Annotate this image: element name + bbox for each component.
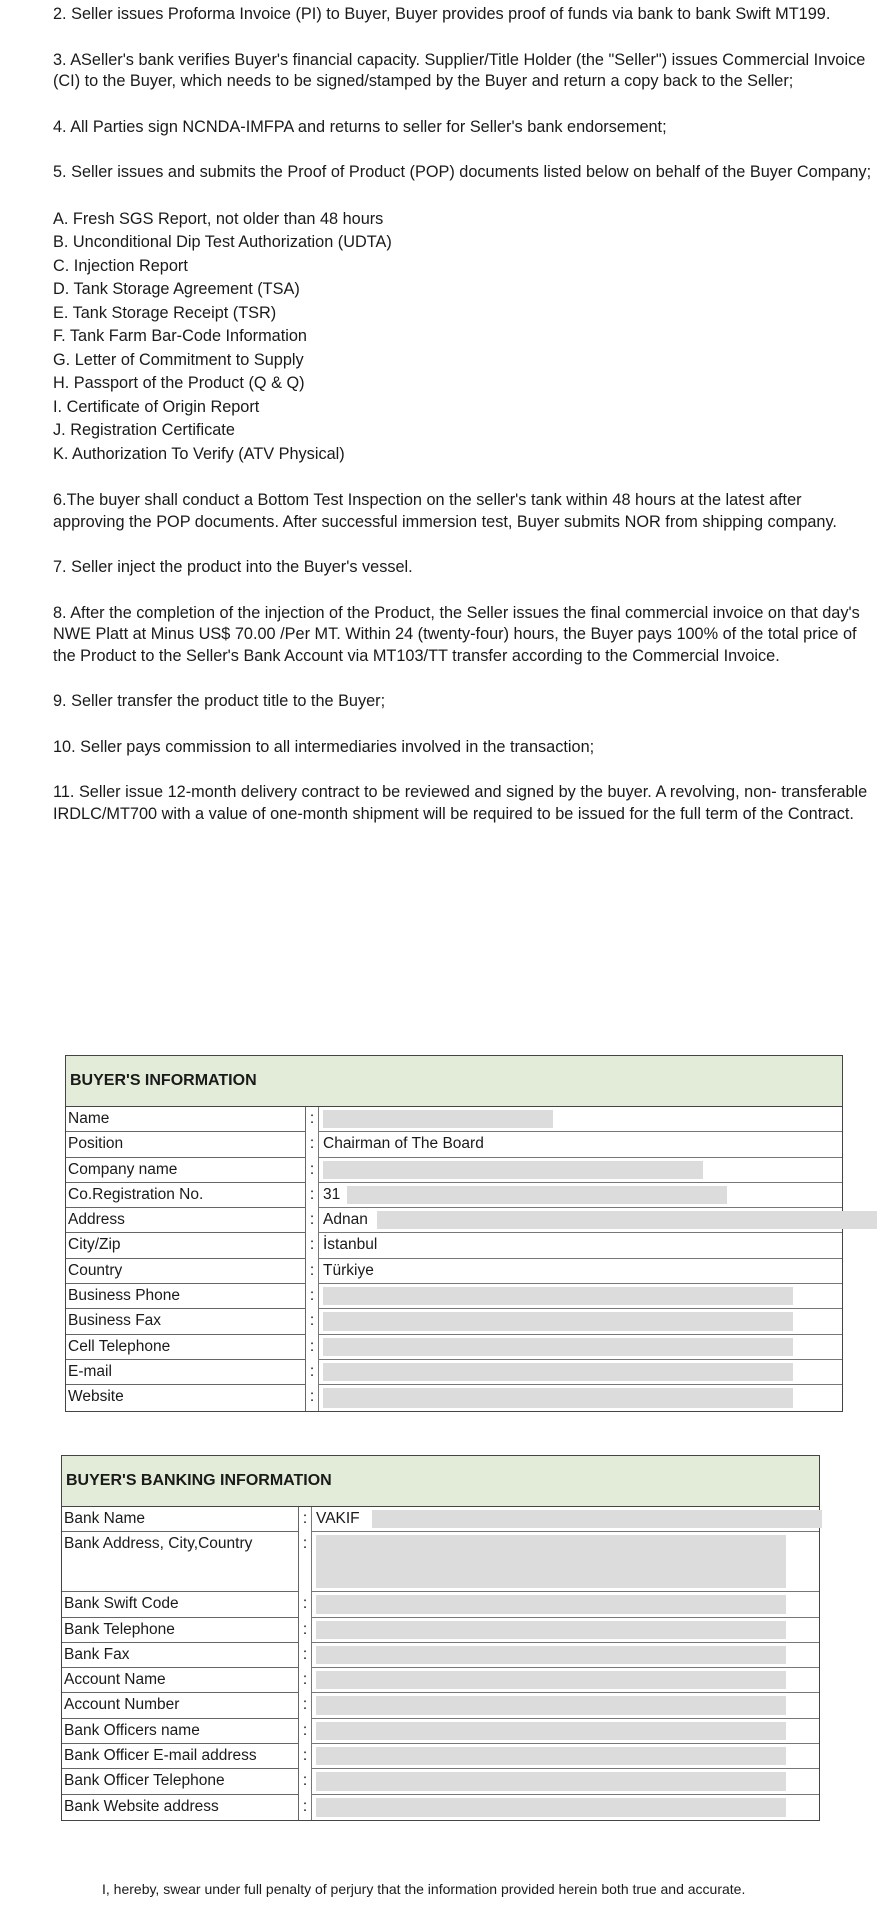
field-colon: : [309,1362,315,1380]
redaction-box [372,1510,822,1528]
redaction-box [323,1110,553,1128]
field-label: Account Name [62,1668,299,1693]
field-colon: : [302,1620,308,1638]
field-colon: : [302,1747,308,1765]
redaction-box [323,1161,703,1179]
table-row [62,1618,819,1643]
field-label: Bank Officer E-mail address [62,1744,299,1769]
pop-documents-list [53,208,873,467]
perjury-statement: I, hereby, swear under full penalty of perjury that the information provided herein both true and accurate. [102,1881,746,1897]
redaction-box [316,1798,786,1817]
table-row [66,1335,842,1360]
field-label: Co.Registration No. [66,1183,306,1208]
list-item: F. Tank Farm Bar-Code Information [53,327,307,345]
field-colon: : [302,1645,308,1663]
field-label: Bank Website address [62,1795,299,1820]
paragraph-10: 10. Seller pays commission to all intermediaries involved in the transaction; [53,737,595,756]
field-value [318,1360,842,1385]
redaction-box [316,1621,786,1639]
field-value [318,1183,842,1208]
table-row [62,1643,819,1668]
field-value [318,1208,842,1233]
table-row [62,1744,819,1769]
bank-info-table [61,1455,820,1821]
table-row [66,1284,842,1309]
table-row [62,1693,819,1718]
table-row [62,1719,819,1744]
table-row [62,1668,819,1693]
field-value [318,1335,842,1360]
paragraph-5: 5. Seller issues and submits the Proof of Product (POP) documents listed below on behalf of the Buyer Company; [53,163,872,181]
table-row [66,1158,842,1183]
list-item: C. Injection Report [53,256,188,275]
field-colon: : [309,1337,315,1355]
field-value [311,1643,819,1668]
bank-info-title: BUYER'S BANKING INFORMATION [62,1456,819,1507]
list-item: H. Passport of the Product (Q & Q) [53,374,305,392]
field-value [311,1744,819,1769]
table-row [62,1795,819,1820]
field-colon: : [309,1135,315,1153]
redaction-box [316,1696,786,1714]
table-row [62,1769,819,1794]
field-label: Cell Telephone [66,1335,306,1360]
list-item: K. Authorization To Verify (ATV Physical) [53,444,345,463]
list-item: G. Letter of Commitment to Supply [53,350,304,369]
paragraph-7: 7. Seller inject the product into the Buyer's vessel. [53,558,413,576]
redaction-box [323,1312,793,1330]
field-value [318,1259,842,1284]
field-colon: : [302,1797,308,1815]
field-colon: : [302,1510,308,1527]
field-label: Bank Officer Telephone [62,1769,299,1794]
paragraph-6: 6.The buyer shall conduct a Bottom Test Inspection on the seller's tank within 48 hours at the latest after approving the POP documents. After successful immersion test, Buyer submits NOR from shipping company. [53,491,837,531]
field-label: Address [66,1208,306,1233]
field-colon: : [309,1160,315,1178]
field-colon: : [302,1696,308,1714]
field-colon: : [309,1312,315,1330]
field-value [318,1132,842,1157]
field-value-text: Chairman of The Board [323,1135,484,1153]
redaction-box [323,1388,793,1407]
list-item: B. Unconditional Dip Test Authorization (UDTA) [53,233,392,251]
field-value [311,1693,819,1718]
redaction-box [316,1671,786,1689]
redaction-box [323,1363,793,1381]
field-value [311,1532,819,1592]
field-label: Bank Fax [62,1643,299,1668]
paragraph-8: 8. After the completion of the injection of the Product, the Seller issues the final commercial invoice on that day's NWE Platt at Minus US$ 70.00 /Per MT. Within 24 (twenty-four) hours, the Buyer pays 100% of the total price of the Product to the Seller's Bank Account via MT103/TT transfer according to the Commercial Invoice. [53,603,860,665]
paragraph-2: 2. Seller issues Proforma Invoice (PI) to Buyer, Buyer provides proof of funds via bank to bank Swift MT199. [53,5,831,23]
field-value-text: Adnan [323,1211,368,1229]
field-label: Position [66,1132,306,1157]
field-value [311,1668,819,1693]
field-colon: : [309,1236,315,1254]
field-value-text: İstanbul [323,1236,378,1254]
field-value [318,1385,842,1410]
field-label: Business Phone [66,1284,306,1309]
redaction-box [347,1186,727,1204]
field-colon: : [309,1261,315,1279]
field-label: Bank Name [62,1507,299,1532]
field-colon: : [302,1671,308,1689]
field-value [311,1769,819,1794]
field-label: Bank Telephone [62,1618,299,1643]
list-item: J. Registration Certificate [53,421,235,439]
table-row [62,1592,819,1617]
field-value [311,1795,819,1820]
paragraph-11: 11. Seller issue 12-month delivery contract to be reviewed and signed by the buyer. A revolving, non- transferable IRDLC/MT700 with a value of one-month shipment will be required to be issued for the full term of the Contract. [53,783,868,823]
table-row [66,1233,842,1258]
paragraph-9: 9. Seller transfer the product title to the Buyer; [53,692,386,710]
field-value [318,1233,842,1258]
redaction-box [316,1722,786,1740]
table-row [66,1107,842,1132]
table-row [66,1385,842,1410]
field-colon: : [309,1185,315,1203]
field-label: Company name [66,1158,306,1183]
field-label: Bank Swift Code [62,1592,299,1617]
field-value [318,1309,842,1334]
field-label: E-mail [66,1360,306,1385]
list-item: E. Tank Storage Receipt (TSR) [53,303,277,322]
redaction-box [323,1287,793,1305]
field-label: Business Fax [66,1309,306,1334]
redaction-box [323,1338,793,1356]
field-label: Bank Address, City,Country [62,1532,299,1592]
field-label: Account Number [62,1693,299,1718]
field-colon: : [309,1110,315,1127]
table-row [66,1309,842,1334]
redaction-box [316,1747,786,1765]
field-value [311,1507,819,1532]
buyer-info-title: BUYER'S INFORMATION [66,1056,842,1107]
field-colon: : [309,1388,315,1406]
table-row [62,1507,819,1532]
field-colon: : [302,1595,308,1613]
field-value [311,1592,819,1617]
field-label: Name [66,1107,306,1132]
field-colon: : [302,1772,308,1790]
field-value [318,1107,842,1132]
paragraph-4: 4. All Parties sign NCNDA-IMFPA and returns to seller for Seller's bank endorsement; [53,117,667,136]
document-body [53,4,873,849]
table-row [66,1360,842,1385]
list-item: I. Certificate of Origin Report [53,397,260,416]
redaction-box [377,1211,877,1229]
field-value [318,1158,842,1183]
field-value [318,1284,842,1309]
field-value-text: VAKIF [316,1510,360,1527]
field-label: City/Zip [66,1233,306,1258]
field-label: Bank Officers name [62,1719,299,1744]
table-row [62,1532,819,1592]
redaction-box [316,1535,786,1588]
field-colon: : [309,1211,315,1229]
buyer-info-table [65,1055,843,1412]
table-row [66,1259,842,1284]
field-colon: : [302,1721,308,1739]
redaction-box [316,1772,786,1790]
field-value-text: Türkiye [323,1261,374,1279]
field-colon: : [309,1287,315,1305]
redaction-box [316,1595,786,1613]
redaction-box [316,1646,786,1664]
field-colon: : [302,1535,308,1553]
field-label: Website [66,1385,306,1410]
list-item: D. Tank Storage Agreement (TSA) [53,280,300,298]
field-value [311,1618,819,1643]
field-value-text: 31 [323,1185,341,1203]
field-label: Country [66,1259,306,1284]
paragraph-3: 3. ASeller's bank verifies Buyer's financial capacity. Supplier/Title Holder (the "Seller") issues Commercial Invoice (CI) to the Buyer, which needs to be signed/stamped by the Buyer and return a copy back to the Seller; [53,50,866,90]
list-item: A. Fresh SGS Report, not older than 48 hours [53,209,384,228]
table-row [66,1183,842,1208]
table-row [66,1208,842,1233]
table-row [66,1132,842,1157]
field-value [311,1719,819,1744]
